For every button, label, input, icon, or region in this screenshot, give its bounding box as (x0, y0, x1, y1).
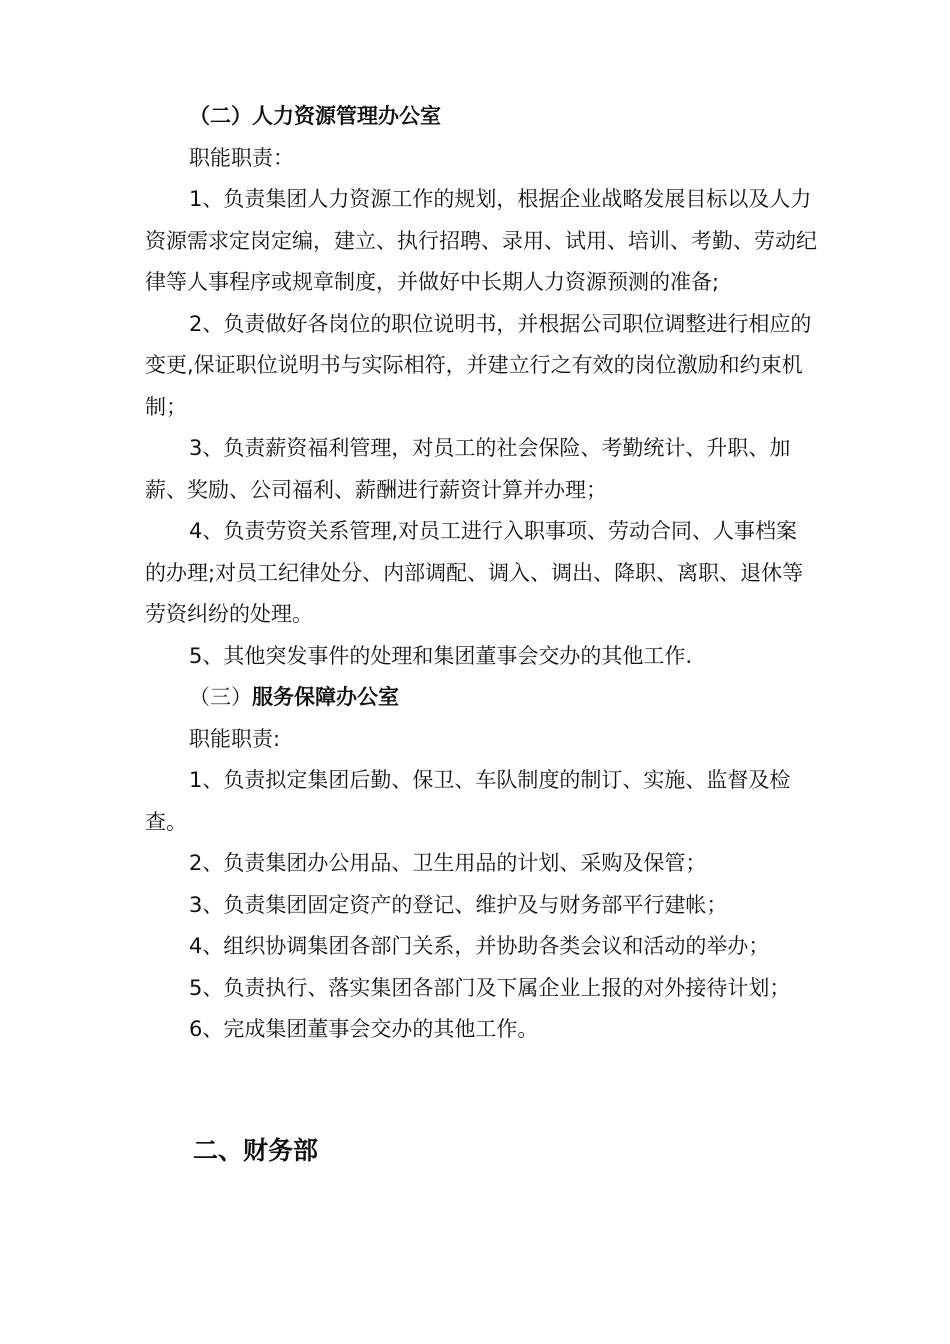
service-office-item-6: 6、完成集团董事会交办的其他工作。 (189, 1017, 539, 1041)
service-office-item-3: 3、负责集团固定资产的登记、维护及与财务部平行建帐； (189, 892, 728, 917)
service-office-item-5: 5、负责执行、落实集团各部门及下属企业上报的对外接待计划； (189, 975, 791, 1000)
service-office-item-2: 2、负责集团办公用品、卫生用品的计划、采购及保管； (189, 851, 707, 875)
hr-office-item-2: 2、负责做好各岗位的职位说明书，并根据公司职位调整进行相应的变更,保证职位说明书与实际相符，并建立行之有效的岗位激励和约束机制； (145, 311, 812, 419)
finance-section-title: 二、财务部 (193, 1136, 319, 1165)
service-office-duties-label: 职能职责: (189, 726, 281, 751)
hr-office-item-5: 5、其他突发事件的处理和集团董事会交办的其他工作. (189, 643, 693, 668)
hr-office-heading-text: 人力资源管理办公室 (252, 104, 441, 128)
service-office-heading (145, 677, 817, 719)
service-office-item-1: 1、负责拟定集团后勤、保卫、车队制度的制订、实施、监督及检查。 (145, 768, 791, 834)
hr-office-duties-label: 职能职责： (189, 145, 294, 170)
hr-office-heading-number: （二） (189, 104, 252, 128)
hr-office-item-1: 1、负责集团人力资源工作的规划，根据企业战略发展目标以及人力资源需求定岗定编，建立、执行招聘、录用、试用、培训、考勤、劳动纪律等人事程序或规章制度，并做好中长期人力资源预测的准备; (145, 187, 817, 294)
hr-office-item-4: 4、负责劳资关系管理,对员工进行入职事项、劳动合同、人事档案的办理;对员工纪律处分、内部调配、调入、调出、降职、离职、退休等劳资纠纷的处理。 (145, 519, 804, 626)
service-office-heading-number: （三） (189, 685, 252, 709)
service-office-heading-text: 服务保障办公室 (252, 685, 399, 709)
service-office-item-4: 4、组织协调集团各部门关系，并协助各类会议和活动的举办； (189, 934, 770, 958)
hr-office-heading (145, 96, 817, 138)
document-body (145, 96, 817, 1051)
hr-office-item-3: 3、负责薪资福利管理，对员工的社会保险、考勤统计、升职、加薪、奖励、公司福利、薪酬进行薪资计算并办理； (145, 436, 791, 502)
